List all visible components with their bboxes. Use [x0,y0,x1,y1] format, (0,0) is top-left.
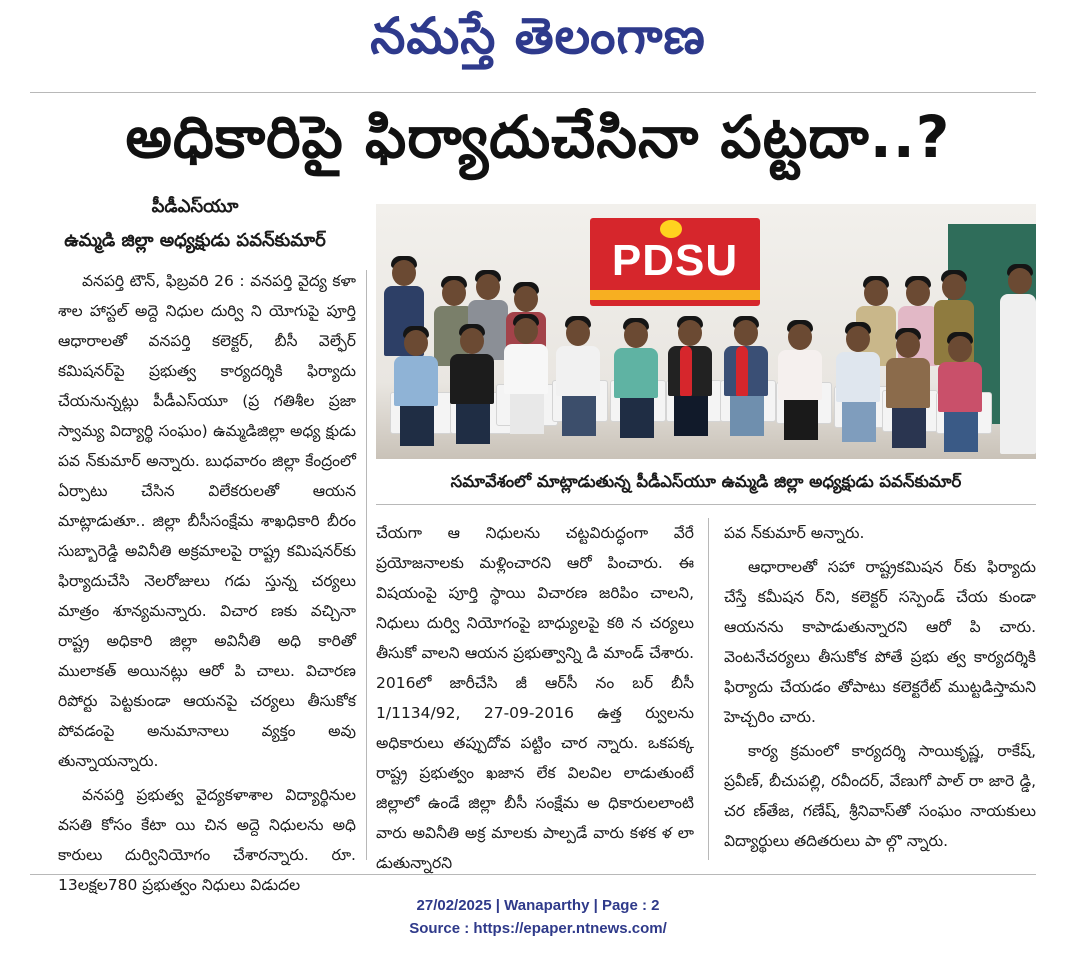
article-paragraph: వనపర్తి ప్రభుత్వ వైద్యకళాశాల విద్యార్థినుల వసతి కోసం కేటా యి చిన అద్దె నిధులను అధి కారులు దుర్వినియోగం చేశారన్నారు. రూ. 13లక్షల780 ప్రభుత్వం నిధులు విడుదల [58,786,356,894]
article-paragraph: వనపర్తి టౌన్, ఫిబ్రవరి 26 : వనపర్తి వైద్య కళా శాల హాస్టల్ అద్దె నిధుల దుర్వి ని యోగుపై పూర్తి ఆధారాలతో వనపర్తి కలెక్టర్, బీసీ వెల్ఫేర్ కమిషనర్‌పై ప్రభుత్వ కార్యదర్శికి ఫిర్యాదు చేయనున్నట్లు పీడీఎస్‌యూ (ప్ర గతిశీల ప్రజా స్వామ్య విద్యార్థి సంఘం) ఉమ్మడిజిల్లా అధ్య క్షుడు పవ న్‌కుమార్ అన్నారు. బుధవారం జిల్లా కేంద్రంలో ఏర్పాటు చేసిన విలేకరులతో ఆయన మాట్లాడుతూ.. జిల్లా బీసీసంక్షేమ శాఖధికారి బీరం సుబ్బారెడ్డి అవినీతి అక్రమాలపై రాష్ట్ర కమిషనర్‌కు ఫిర్యాదుచేసి నెలరోజులు గడు స్తున్న చర్యలు మాత్రం శూన్యమన్నారు. విచార ణకు వచ్చినా రాష్ట్ర అధికారి జిల్లా అవినీతి అధి కారితో ములాకత్ అయినట్లు ఆరో పి చాలు. విచారణ రిపోర్టు పెట్టకుండా ఆయనపై చర్యలు తీసుకోక పోవడంపై అనుమానాలు వ్యక్తం అవు తున్నాయన్నారు. [58,272,356,770]
article-column-2 [376,518,694,872]
news-photo [376,204,1036,459]
caption-divider [376,504,1036,505]
subhead-organization: పీడీఎస్‌యూ [151,196,239,217]
article-column-3 [724,518,1036,860]
article-paragraph: పవ న్‌కుమార్ అన్నారు. [724,524,865,542]
pdsu-banner [590,218,760,306]
column-divider [366,270,367,860]
article-headline: అధికారిపై ఫిర్యాదుచేసినా పట్టదా..? [125,103,951,171]
subhead-speaker: ఉమ్మడి జిల్లా అధ్యక్షుడు పవన్‌కుమార్ [64,230,326,251]
article-paragraph: ఆధారాలతో సహా రాష్ట్రకమిషన ర్‌కు ఫిర్యాదు చేస్తే కమీషన ర్‌ని, కలెక్టర్ సస్పెండ్ చేయ కుండా ఆయనను కాపాడుతున్నారని ఆరో పి చారు. వెంటనేచర్యలు తీసుకోక పోతే ప్రభు త్వ కార్యదర్శికి ఫిర్యాదు చేయడం తోపాటు కలెక్టరేట్ ముట్టడిస్తామని హెచ్చరిం చారు. [724,558,1036,726]
photo-caption: సమావేశంలో మాట్లాడుతున్న పీడీఎస్‌యూ ఉమ్మడి జిల్లా అధ్యక్షుడు పవన్‌కుమార్ [450,472,962,491]
banner-subtitle-strip [590,290,760,300]
banner-text: PDSU [611,236,739,285]
article-paragraph: కార్య క్రమంలో కార్యదర్శి సాయికృష్ణ, రాకేష్, ప్రవీణ్, బీచుపల్లి, రవీందర్, వేణుగో పాల్ రా జారె డ్డి, చర ణ్‌తేజ, గణేష్, శ్రీనివాస్‌తో సంఘం నాయకులు విద్యార్థులు తదితరులు పా ల్గొ న్నారు. [724,742,1036,850]
column-divider [708,518,709,860]
masthead-divider [30,92,1036,93]
article-paragraph: చేయగా ఆ నిధులను చట్టవిరుద్ధంగా వేరే ప్రయోజనాలకు మళ్లించారని ఆరో పించారు. ఈ విషయంపై పూర్తి స్థాయి విచారణ జరిపిం చాలని, నిధులు దుర్వి నియోగంపై బాధ్యులపై కఠి న చర్యలు తీసుకో వాలని ఆయన ప్రభుత్వాన్ని డి మాండ్ చేశారు. 2016లో జారీచేసి జీ ఆర్‌సీ నం బర్ బీసీ 1/1134/92, 27-09-2016 ఉత్త ర్వులను అధికారులు తప్పుదోవ పట్టిం చార న్నారు. ఒకపక్క రాష్ట్ర ప్రభుత్వం ఖజాన లేక విలవిల లాడుతుంటే జిల్లాలో ఉండే జిల్లా బీసీ సంక్షేమ అ ధికారులలాంటి వారు అవినీతి అక్ర మాలకు పాల్పడే వారు కళక ళ లా డుతున్నారని [376,524,694,872]
edition-info: 27/02/2025 | Wanaparthy | Page : 2 [416,897,660,914]
source-link[interactable]: Source : https://epaper.ntnews.com/ [409,920,667,937]
newspaper-masthead: నమస్తే తెలంగాణ [370,6,706,65]
article-column-1 [58,266,356,894]
footer-divider [30,874,1036,875]
